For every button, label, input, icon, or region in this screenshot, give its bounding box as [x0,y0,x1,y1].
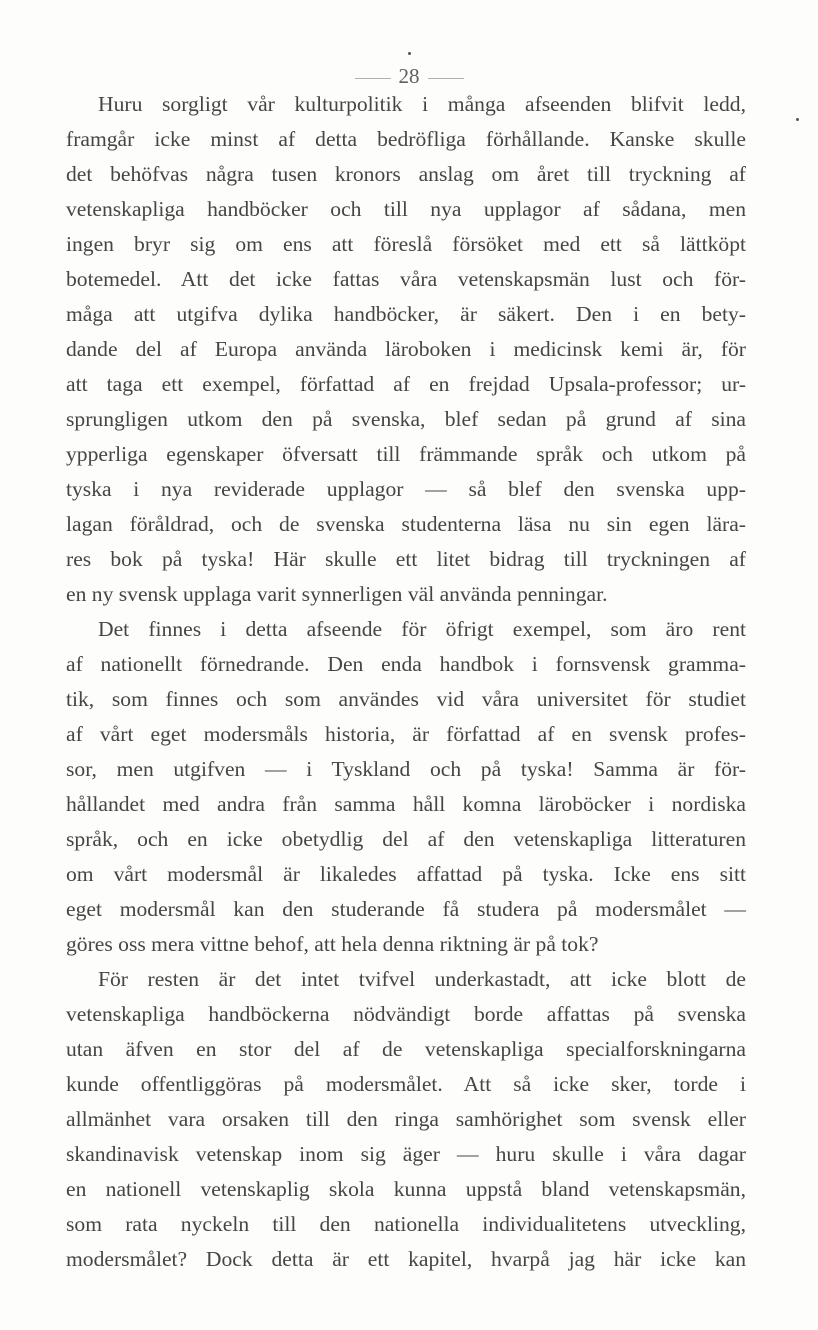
text-line: göres oss mera vittne behof, att hela denna riktning är på tok? [66,932,599,956]
print-speck [796,118,799,121]
page-number-dash-right [428,78,464,79]
text-line: måga att utgifva dylika handböcker, är säkert. Den i en bety- [66,302,746,326]
text-line: dande del af Europa använda läroboken i medicinsk kemi är, för [66,337,746,361]
text-line: ypperliga egenskaper öfversatt till främmande språk och utkom på [66,442,746,466]
paragraph-1 [66,87,746,612]
text-line: om vårt modersmål är likaledes affattad på tyska. Icke ens sitt [66,862,746,886]
text-line: skandinavisk vetenskap inom sig äger — huru skulle i våra dagar [66,1142,746,1166]
text-line: en nationell vetenskaplig skola kunna uppstå bland vetenskapsmän, [66,1177,746,1201]
text-line: att taga ett exempel, författad af en frejdad Upsala-professor; ur- [66,372,746,396]
text-line: det behöfvas några tusen kronors anslag om året till tryckning af [66,162,746,186]
text-line: utan äfven en stor del af de vetenskapliga specialforskningarna [66,1037,746,1061]
text-line: sor, men utgifven — i Tyskland och på tyska! Samma är för- [66,757,746,781]
text-line: allmänhet vara orsaken till den ringa samhörighet som svensk eller [66,1107,746,1131]
text-line: framgår icke minst af detta bedröfliga förhållande. Kanske skulle [66,127,746,151]
text-line: kunde offentliggöras på modersmålet. Att så icke sker, torde i [66,1072,746,1096]
text-line: vetenskapliga handböcker och till nya upplagor af sådana, men [66,197,746,221]
text-line: modersmålet? Dock detta är ett kapitel, hvarpå jag här icke kan [66,1247,746,1271]
text-line: en ny svensk upplaga varit synnerligen väl använda penningar. [66,582,608,606]
print-speck [408,52,411,55]
text-line: språk, och en icke obetydlig del af den vetenskapliga litteraturen [66,827,746,851]
text-line: eget modersmål kan den studerande få studera på modersmålet — [66,897,746,921]
text-line: som rata nyckeln till den nationella individualitetens utveckling, [66,1212,746,1236]
page-number [0,64,818,88]
paragraph-3 [66,962,746,1277]
text-line: af nationellt förnedrande. Den enda handbok i fornsvensk gramma- [66,652,746,676]
text-line: ingen bryr sig om ens att föreslå försöket med ett så lättköpt [66,232,746,256]
text-line: hållandet med andra från samma håll komna läroböcker i nordiska [66,792,746,816]
paragraph-2 [66,612,746,962]
text-line: För resten är det intet tvifvel underkastadt, att icke blott de [98,967,746,991]
text-line: sprungligen utkom den på svenska, blef sedan på grund af sina [66,407,746,431]
body-text [66,87,746,1277]
text-line: tik, som finnes och som användes vid våra universitet för studiet [66,687,746,711]
text-line: af vårt eget modersmåls historia, är författad af en svensk profes- [66,722,746,746]
text-line: lagan föråldrad, och de svenska studenterna läsa nu sin egen lära- [66,512,746,536]
text-line: Det finnes i detta afseende för öfrigt exempel, som äro rent [98,617,746,641]
text-line: res bok på tyska! Här skulle ett litet bidrag till tryckningen af [66,547,746,571]
text-line: vetenskapliga handböckerna nödvändigt borde affattas på svenska [66,1002,746,1026]
page-number-dash-left [355,78,391,79]
text-line: Huru sorgligt vår kulturpolitik i många afseenden blifvit ledd, [98,92,746,116]
text-line: tyska i nya reviderade upplagor — så blef den svenska upp- [66,477,746,501]
text-line: botemedel. Att det icke fattas våra vetenskapsmän lust och för- [66,267,746,291]
page-number-text: 28 [398,64,420,88]
